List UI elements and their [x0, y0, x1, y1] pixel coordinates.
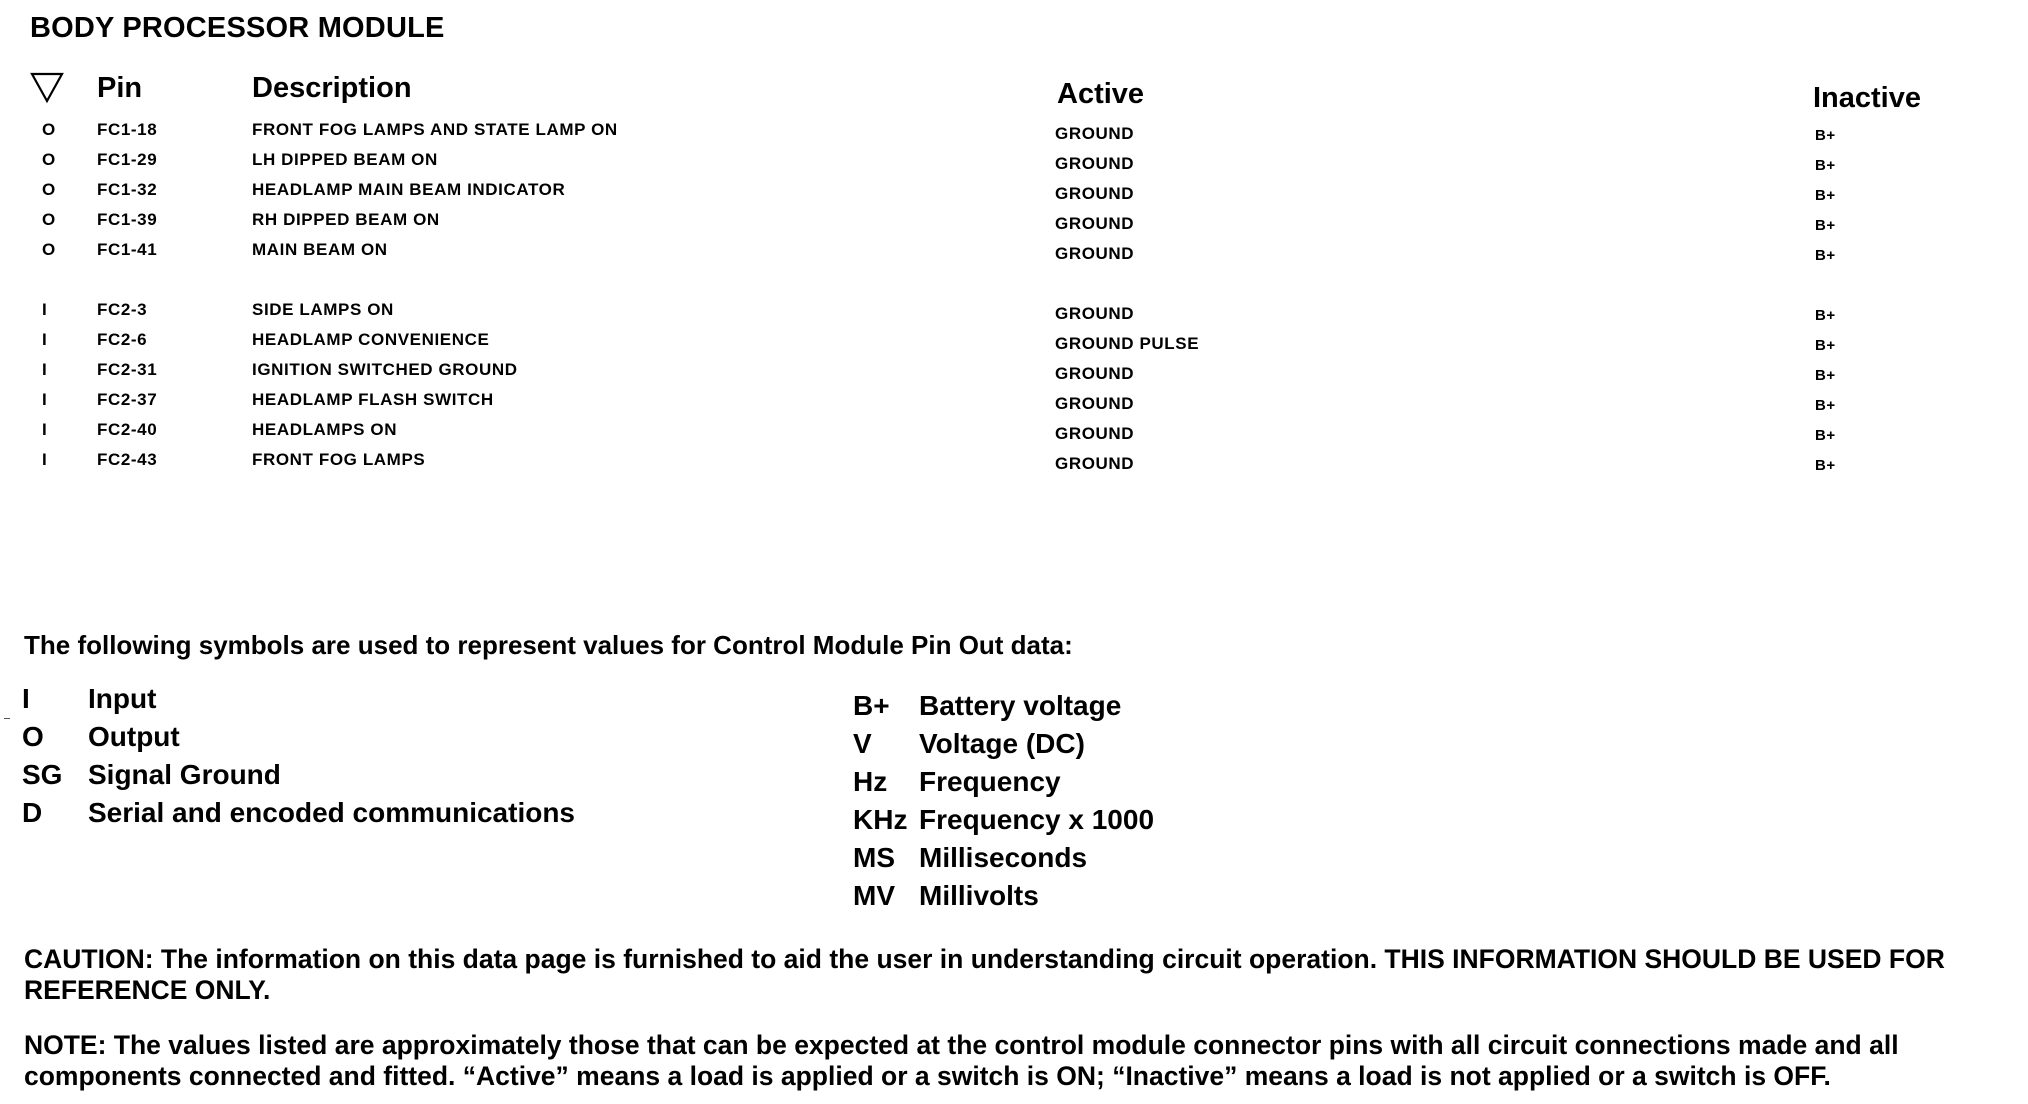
row-active: GROUND [1055, 244, 1135, 263]
caution-text: CAUTION: The information on this data page is furnished to aid the user in understanding circuit operation. THIS INFORMATION SHOULD BE USED FOR REFERENCE ONLY. [24, 944, 1945, 1005]
legend-symbol: Hz [853, 766, 888, 797]
column-header-inactive: Inactive [1813, 82, 1921, 114]
row-active: GROUND [1055, 424, 1135, 443]
page-title: BODY PROCESSOR MODULE [30, 12, 445, 44]
row-active: GROUND [1055, 454, 1135, 473]
legend-meaning: Voltage (DC) [919, 728, 1085, 759]
row-pin: FC2-37 [97, 390, 158, 409]
row-symbol: O [42, 150, 56, 169]
row-inactive: B+ [1815, 187, 1836, 204]
legend-meaning: Millivolts [919, 880, 1039, 911]
row-inactive: B+ [1815, 397, 1836, 414]
row-pin: FC1-32 [97, 180, 158, 199]
row-pin: FC2-3 [97, 300, 148, 319]
row-description: MAIN BEAM ON [252, 240, 388, 259]
legend-symbol: O [22, 721, 44, 752]
table-row [0, 328, 2028, 358]
row-description: HEADLAMP MAIN BEAM INDICATOR [252, 180, 566, 199]
direction-triangle-icon [30, 70, 64, 104]
pin-table [0, 118, 2028, 478]
row-description: SIDE LAMPS ON [252, 300, 394, 319]
table-row [0, 208, 2028, 238]
row-symbol: I [42, 390, 48, 409]
row-pin: FC1-41 [97, 240, 158, 259]
row-symbol: I [42, 330, 48, 349]
row-inactive: B+ [1815, 127, 1836, 144]
row-inactive: B+ [1815, 367, 1836, 384]
row-description: HEADLAMPS ON [252, 420, 398, 439]
table-row [0, 298, 2028, 328]
row-pin: FC1-39 [97, 210, 158, 229]
row-symbol: O [42, 210, 56, 229]
table-row [0, 388, 2028, 418]
row-pin: FC2-31 [97, 360, 158, 379]
table-row [0, 238, 2028, 268]
note-text: NOTE: The values listed are approximately those that can be expected at the control module connector pins with all circuit connections made and all components connected and fitted. “Active” means a load is applied or a switch is ON; “Inactive” means a load is not applied or a switch is OFF. [24, 1030, 1899, 1091]
row-active: GROUND [1055, 394, 1135, 413]
table-row [0, 178, 2028, 208]
row-pin: FC1-18 [97, 120, 158, 139]
row-active: GROUND [1055, 124, 1135, 143]
row-description: FRONT FOG LAMPS AND STATE LAMP ON [252, 120, 618, 139]
legend-meaning: Output [88, 721, 180, 752]
row-symbol: I [42, 450, 48, 469]
row-symbol: O [42, 180, 56, 199]
legend-meaning: Milliseconds [919, 842, 1088, 873]
row-active: GROUND PULSE [1055, 334, 1200, 353]
row-inactive: B+ [1815, 217, 1836, 234]
row-pin: FC2-6 [97, 330, 148, 349]
scan-mark [4, 718, 10, 719]
table-row [0, 418, 2028, 448]
row-active: GROUND [1055, 154, 1135, 173]
row-description: LH DIPPED BEAM ON [252, 150, 438, 169]
column-header-pin: Pin [97, 72, 143, 104]
row-inactive: B+ [1815, 457, 1836, 474]
row-pin: FC1-29 [97, 150, 158, 169]
row-pin: FC2-43 [97, 450, 158, 469]
row-description: RH DIPPED BEAM ON [252, 210, 440, 229]
column-header-description: Description [252, 72, 412, 104]
legend-meaning: Serial and encoded communications [88, 797, 576, 828]
legend-meaning: Input [88, 683, 157, 714]
column-header-active: Active [1057, 78, 1145, 110]
row-inactive: B+ [1815, 427, 1836, 444]
row-active: GROUND [1055, 184, 1135, 203]
table-row [0, 118, 2028, 148]
legend-symbol: MS [853, 842, 895, 873]
legend-meaning: Frequency [919, 766, 1061, 797]
row-description: FRONT FOG LAMPS [252, 450, 426, 469]
row-pin: FC2-40 [97, 420, 158, 439]
row-inactive: B+ [1815, 157, 1836, 174]
legend-intro: The following symbols are used to represent values for Control Module Pin Out data: [24, 630, 1073, 660]
legend-symbol: MV [853, 880, 895, 911]
table-row [0, 148, 2028, 178]
row-active: GROUND [1055, 214, 1135, 233]
legend-meaning: Frequency x 1000 [919, 804, 1155, 835]
legend-symbol: V [853, 728, 872, 759]
legend-symbol: I [22, 683, 30, 714]
row-inactive: B+ [1815, 307, 1836, 324]
table-row [0, 358, 2028, 388]
row-description: HEADLAMP CONVENIENCE [252, 330, 490, 349]
row-symbol: O [42, 120, 56, 139]
legend-symbol: KHz [853, 804, 908, 835]
row-description: IGNITION SWITCHED GROUND [252, 360, 518, 379]
row-inactive: B+ [1815, 337, 1836, 354]
table-row [0, 448, 2028, 478]
legend-symbol: B+ [853, 690, 890, 721]
row-symbol: I [42, 300, 48, 319]
legend-symbol: SG [22, 759, 63, 790]
row-active: GROUND [1055, 364, 1135, 383]
row-inactive: B+ [1815, 247, 1836, 264]
row-active: GROUND [1055, 304, 1135, 323]
legend-meaning: Signal Ground [88, 759, 281, 790]
row-symbol: I [42, 420, 48, 439]
row-description: HEADLAMP FLASH SWITCH [252, 390, 494, 409]
row-symbol: O [42, 240, 56, 259]
legend-meaning: Battery voltage [919, 690, 1122, 721]
legend-symbol: D [22, 797, 43, 828]
row-symbol: I [42, 360, 48, 379]
